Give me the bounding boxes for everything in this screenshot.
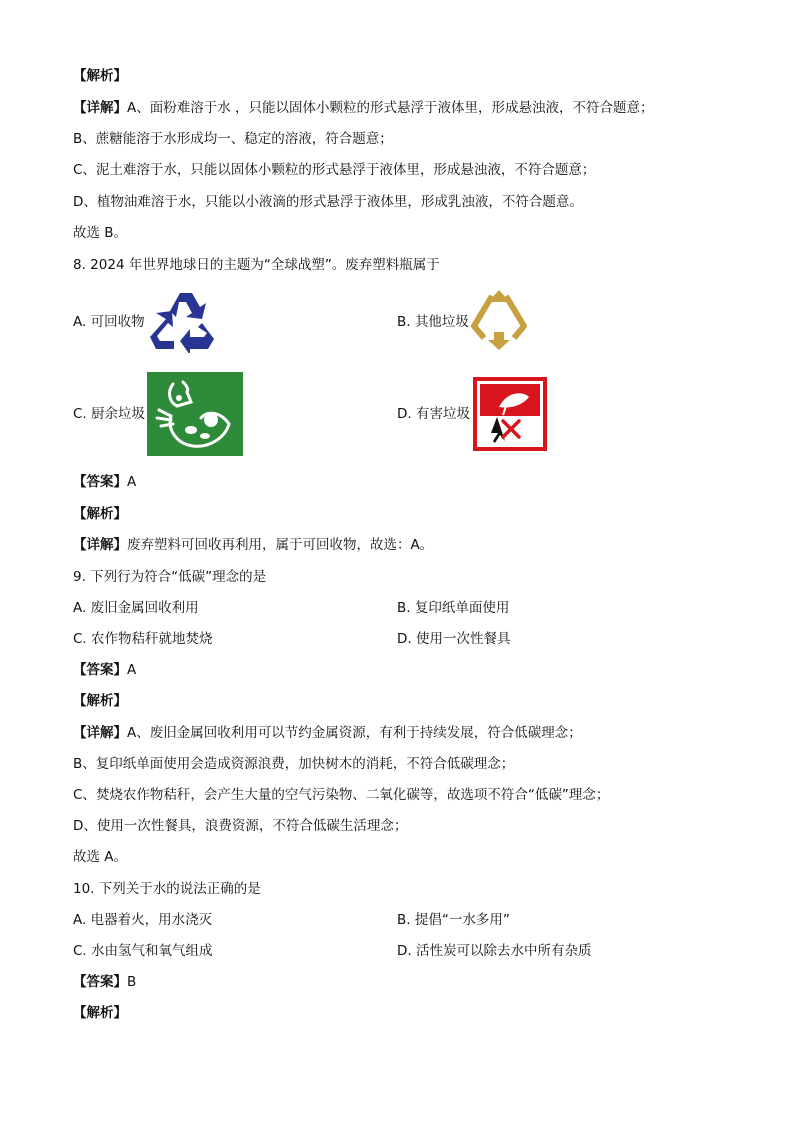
q9-answer-value: A xyxy=(127,662,137,678)
q8-detail-text: 废弃塑料可回收再利用，属于可回收物，故选：A。 xyxy=(127,537,434,553)
q10-option-c: C. 水由氢气和氧气组成 xyxy=(73,943,213,959)
q9-detail-b: B、复印纸单面使用会造成资源浪费，加快树木的消耗，不符合低碳理念； xyxy=(73,756,515,772)
other-waste-icon xyxy=(470,288,528,352)
q10-answer-value: B xyxy=(127,974,137,990)
q8-answer-value: A xyxy=(127,474,137,490)
q8-option-c: C. 厨余垃圾 xyxy=(73,406,146,422)
q8-detail-tag: 【详解】 xyxy=(73,537,127,553)
q9-option-a: A. 废旧金属回收利用 xyxy=(73,600,199,616)
q9-detail-d: D、使用一次性餐具，浪费资源，不符合低碳生活理念； xyxy=(73,818,408,834)
q7-detail-tag: 【详解】 xyxy=(73,100,127,116)
q9-option-d: D. 使用一次性餐具 xyxy=(397,631,511,647)
q9-detail-c: C、焚烧农作物秸秆，会产生大量的空气污染物、二氧化碳等，故选项不符合“低碳”理念； xyxy=(73,787,610,803)
q9-detail-a xyxy=(73,724,582,742)
q7-detail-a xyxy=(73,99,654,117)
q10-answer xyxy=(73,973,136,991)
q8-detail xyxy=(73,536,433,554)
q7-detail-a-text: A、面粉难溶于水 ，只能以固体小颗粒的形式悬浮于液体里，形成悬浊液，不符合题意； xyxy=(127,100,654,116)
q10-answer-tag: 【答案】 xyxy=(73,974,127,990)
q7-detail-b: B、蔗糖能溶于水形成均一、稳定的溶液，符合题意； xyxy=(73,131,393,147)
q8-option-b: B. 其他垃圾 xyxy=(397,314,469,330)
q7-detail-d: D、植物油难溶于水，只能以小液滴的形式悬浮于液体里，形成乳浊液，不符合题意。 xyxy=(73,194,583,210)
q8-option-d: D. 有害垃圾 xyxy=(397,406,470,422)
q10-option-d: D. 活性炭可以除去水中所有杂质 xyxy=(397,943,592,959)
q9-detail-tag: 【详解】 xyxy=(73,725,127,741)
q10-option-a: A. 电器着火，用水浇灭 xyxy=(73,912,213,928)
q7-analysis-heading: 【解析】 xyxy=(73,68,127,84)
q8-answer-tag: 【答案】 xyxy=(73,474,127,490)
q9-answer-tag: 【答案】 xyxy=(73,662,127,678)
q8-analysis-heading: 【解析】 xyxy=(73,506,127,522)
q9-answer xyxy=(73,661,136,679)
q10-analysis-heading: 【解析】 xyxy=(73,1005,127,1021)
q9-stem: 9. 下列行为符合“低碳”理念的是 xyxy=(73,569,267,585)
q10-option-b: B. 提倡“一水多用” xyxy=(397,912,510,928)
recycle-icon xyxy=(146,289,218,353)
q7-detail-c: C、泥土难溶于水，只能以固体小颗粒的形式悬浮于液体里，形成悬浊液，不符合题意； xyxy=(73,162,596,178)
q8-stem: 8. 2024 年世界地球日的主题为“全球战塑”。废弃塑料瓶属于 xyxy=(73,257,440,273)
q9-option-c: C. 农作物秸秆就地焚烧 xyxy=(73,631,213,647)
kitchen-waste-icon xyxy=(147,372,243,456)
hazardous-waste-icon xyxy=(473,377,547,451)
q9-analysis-heading: 【解析】 xyxy=(73,693,127,709)
q9-conclusion: 故选 A。 xyxy=(73,849,128,865)
q8-option-a: A. 可回收物 xyxy=(73,314,145,330)
q10-stem: 10. 下列关于水的说法正确的是 xyxy=(73,881,261,897)
q7-conclusion: 故选 B。 xyxy=(73,225,128,241)
q8-answer xyxy=(73,473,136,491)
q9-detail-a-text: A、废旧金属回收利用可以节约金属资源，有利于持续发展，符合低碳理念； xyxy=(127,725,582,741)
q9-option-b: B. 复印纸单面使用 xyxy=(397,600,510,616)
